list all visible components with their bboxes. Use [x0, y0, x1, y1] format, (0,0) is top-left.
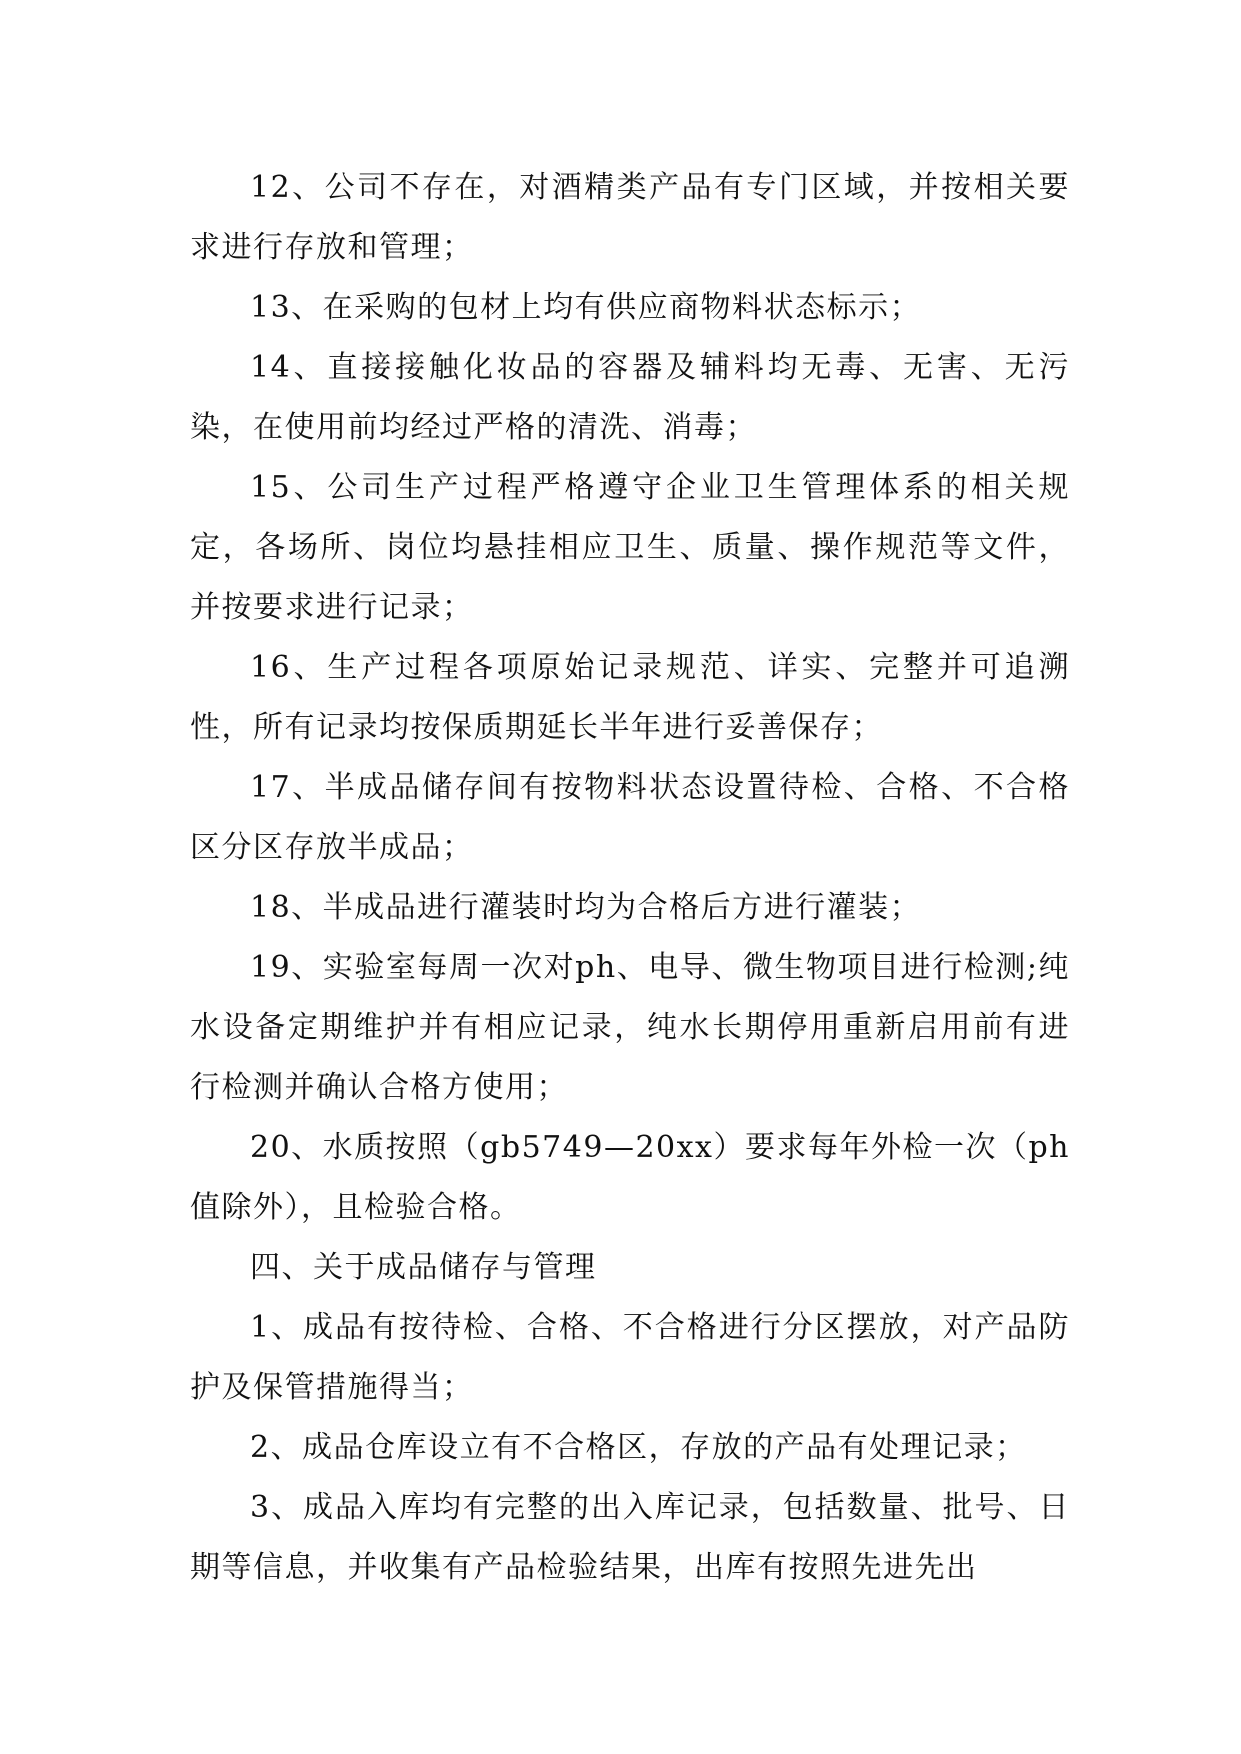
paragraph-item-19: 19、实验室每周一次对ph、电导、微生物项目进行检测;纯水设备定期维护并有相应记录，纯水长期停用重新启用前有进行检测并确认合格方使用；	[190, 950, 1070, 1105]
document-body	[190, 158, 1070, 1598]
paragraph-item-20: 20、水质按照（gb5749—20xx）要求每年外检一次（ph值除外），且检验合格。	[190, 1130, 1070, 1225]
paragraph-item-1: 1、成品有按待检、合格、不合格进行分区摆放，对产品防护及保管措施得当；	[190, 1310, 1070, 1405]
section-heading-four: 四、关于成品储存与管理	[250, 1250, 597, 1285]
paragraph-item-13: 13、在采购的包材上均有供应商物料状态标示；	[250, 290, 922, 325]
paragraph-item-15: 15、公司生产过程严格遵守企业卫生管理体系的相关规定，各场所、岗位均悬挂相应卫生、质量、操作规范等文件，并按要求进行记录；	[190, 470, 1070, 625]
paragraph-item-2: 2、成品仓库设立有不合格区，存放的产品有处理记录；	[250, 1430, 1027, 1465]
paragraph-item-12: 12、公司不存在，对酒精类产品有专门区域，并按相关要求进行存放和管理；	[190, 170, 1070, 265]
paragraph-item-16: 16、生产过程各项原始记录规范、详实、完整并可追溯性，所有记录均按保质期延长半年进行妥善保存；	[190, 650, 1070, 745]
paragraph-item-3: 3、成品入库均有完整的出入库记录，包括数量、批号、日期等信息，并收集有产品检验结果，出库有按照先进先出	[190, 1490, 1070, 1585]
paragraph-item-18: 18、半成品进行灌装时均为合格后方进行灌装；	[250, 890, 922, 925]
paragraph-item-14: 14、直接接触化妆品的容器及辅料均无毒、无害、无污染，在使用前均经过严格的清洗、消毒；	[190, 350, 1070, 445]
paragraph-item-17: 17、半成品储存间有按物料状态设置待检、合格、不合格区分区存放半成品；	[190, 770, 1070, 865]
